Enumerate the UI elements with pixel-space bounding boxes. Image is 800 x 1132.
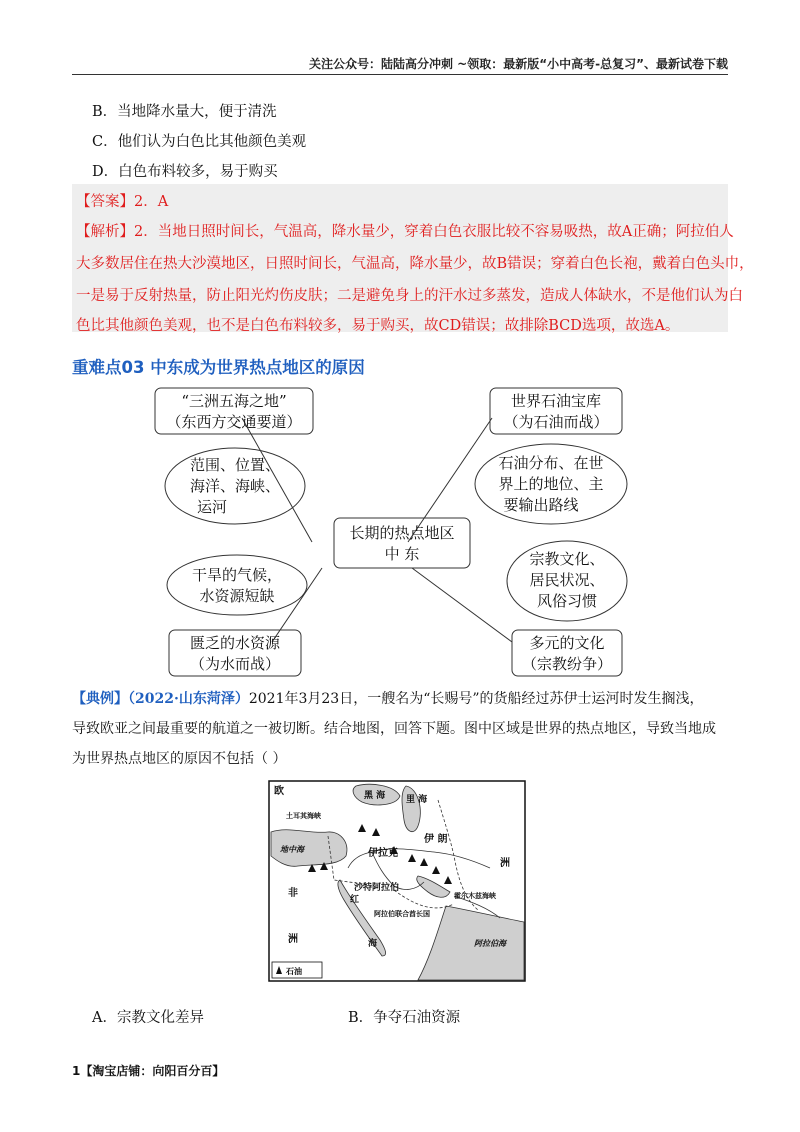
- bl-box-line2: （为水而战）: [189, 655, 281, 673]
- center-line1: 长期的热点地区: [349, 524, 455, 542]
- page-footer: 1【淘宝店铺：向阳百分百】: [72, 1064, 225, 1078]
- tl-oval-line1: 范围、位置、: [189, 456, 281, 474]
- bl-box-line1: 匮乏的水资源: [189, 634, 281, 652]
- tr-oval-line3: 要输出路线: [503, 496, 579, 514]
- tl-oval-line2: 海洋、海峡、: [189, 477, 281, 495]
- label-mediterranean: 地中海: [280, 845, 304, 854]
- label-red-sea-1: 红: [350, 895, 360, 905]
- tl-box-line2: （东西方交通要道）: [166, 413, 302, 431]
- answer-line: 【答案】2．A: [76, 194, 169, 210]
- example-line-3: 为世界热点地区的原因不包括（ ）: [72, 751, 287, 767]
- label-uae: 阿拉伯联合酋长国: [374, 910, 430, 918]
- explanation-line-3: 一是易于反射热量，防止阳光灼伤皮肤；二是避免身上的汗水过多蒸发，造成人体缺水，不是他们认为白: [76, 288, 743, 304]
- label-iraq: 伊拉克: [368, 848, 398, 859]
- example-line1-text: 2021年3月23日，一艘名为“长赐号”的货船经过苏伊士运河时发生搁浅，: [248, 691, 704, 707]
- label-red-sea-2: 海: [368, 939, 378, 949]
- option-d: D．白色布料较多，易于购买: [92, 164, 278, 180]
- br-box-line2: （宗教纷争）: [521, 655, 613, 673]
- middle-east-map: [268, 780, 526, 986]
- label-turkish-straits: 土耳其海峡: [286, 812, 321, 820]
- page-header: 关注公众号：陆陆高分冲刺 ~领取：最新版“小中高考-总复习”、最新试卷下载: [309, 57, 728, 71]
- center-line2: 中 东: [384, 545, 420, 563]
- br-oval-line3: 风俗习惯: [536, 592, 598, 610]
- explanation-line-4: 色比其他颜色美观，也不是白色布料较多，易于购买，故CD错误；故排除BCD选项，故选A。: [76, 318, 680, 334]
- label-europe: 欧: [274, 786, 284, 797]
- explanation-line-1: 【解析】2．当地日照时间长，气温高，降水量少，穿着白色衣服比较不容易吸热，故A正确；阿拉伯人: [76, 224, 734, 240]
- br-oval-line1: 宗教文化、: [529, 550, 605, 568]
- tr-oval-line1: 石油分布、在世: [498, 454, 604, 472]
- br-oval-line2: 居民状况、: [529, 571, 605, 589]
- label-caspian: 里 海: [406, 795, 428, 805]
- example-line-2: 导致欧亚之间最重要的航道之一被切断。结合地图，回答下题。图中区域是世界的热点地区，导致当地成: [72, 721, 716, 737]
- explanation-line-2: 大多数居住在热大沙漠地区，日照时间长，气温高，降水量少，故B错误；穿着白色长袍，戴着白色头巾，: [76, 256, 754, 272]
- bl-oval-line1: 干旱的气候，: [191, 566, 283, 584]
- label-arabian-sea: 阿拉伯海: [474, 939, 506, 948]
- tl-box-line1: “三洲五海之地”: [181, 392, 287, 410]
- option-a-bottom: A．宗教文化差异: [92, 1010, 204, 1026]
- label-saudi: 沙特阿拉伯: [354, 883, 400, 893]
- section-title: 重难点03 中东成为世界热点地区的原因: [72, 358, 365, 377]
- option-b: B．当地降水量大，便于清洗: [92, 104, 277, 120]
- label-iran: 伊 朗: [424, 834, 448, 845]
- option-c: C．他们认为白色比其他颜色美观: [92, 134, 307, 150]
- example-line-1: [72, 688, 704, 708]
- label-hormuz: 霍尔木兹海峡: [454, 892, 496, 900]
- label-black-sea: 黑 海: [364, 791, 386, 801]
- oval-dry-climate: [167, 555, 307, 615]
- header-divider: [72, 74, 728, 75]
- concept-diagram: [72, 378, 632, 692]
- bl-oval-line2: 水资源短缺: [199, 587, 275, 605]
- tl-oval-line3: 运河: [196, 498, 228, 516]
- example-tag: 【典例】: [72, 691, 128, 707]
- option-b-bottom: B．争夺石油资源: [348, 1010, 461, 1026]
- tr-box-line2: （为石油而战）: [503, 413, 609, 431]
- br-box-line1: 多元的文化: [529, 634, 605, 652]
- tr-box-line1: 世界石油宝库: [510, 392, 602, 410]
- example-source: （2022·山东菏泽）: [128, 691, 249, 707]
- label-asia: 洲: [500, 858, 510, 869]
- label-africa-1: 非: [288, 888, 298, 899]
- tr-oval-line2: 界上的地位、主: [498, 475, 604, 493]
- legend-label: 石油: [286, 967, 302, 976]
- label-africa-2: 洲: [288, 934, 298, 945]
